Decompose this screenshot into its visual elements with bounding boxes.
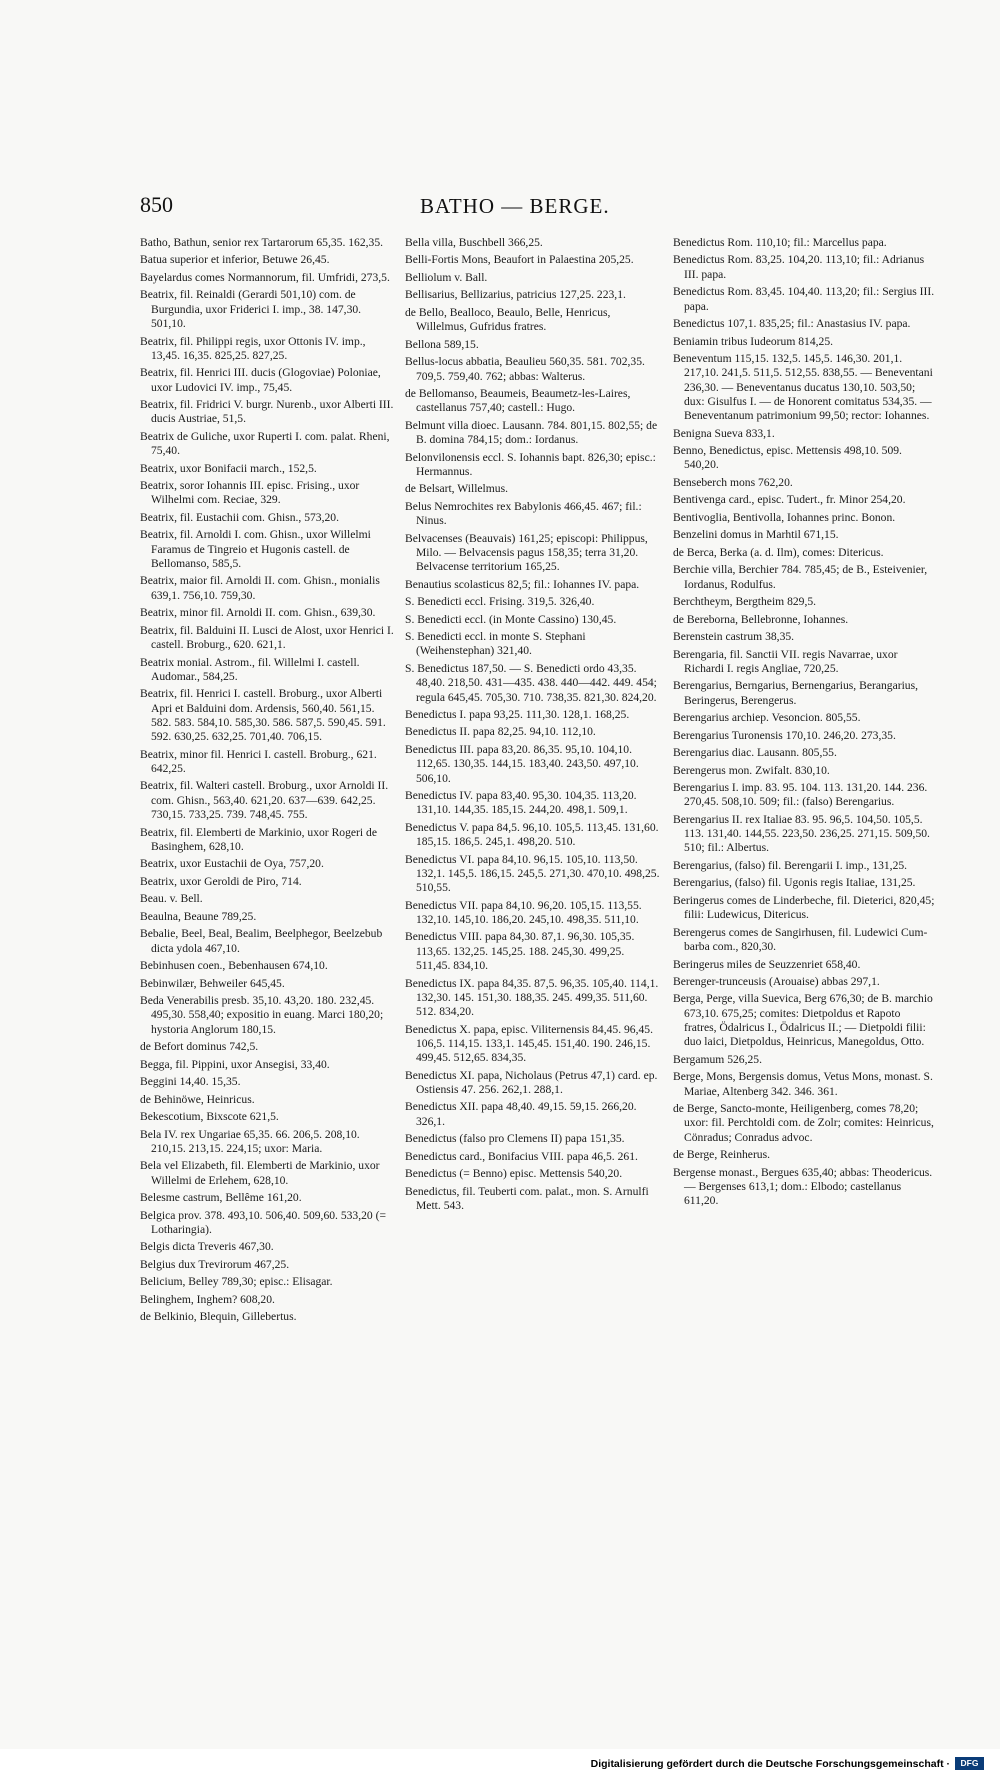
index-entry: Benautius scolasticus 82,5; fil.: Iohannes IV. papa. (405, 577, 640, 591)
index-entry: Benedictus Rom. 110,10; fil.: Marcellus papa. (673, 236, 887, 249)
index-entry: Benedictus II. papa 82,25. 94,10. 112,10. (405, 725, 596, 739)
index-entry: Berenger-trunceusis (Arouaise) abbas 297,1. (673, 974, 880, 988)
footer-bar (0, 1749, 1000, 1778)
index-entry: Benedictus VII. papa 84,10. 96,20. 105,15. 113,55. 132,10. 145,10. 186,20. 245,10. 498,35. 511,10. (405, 898, 642, 926)
index-entry: Beda Venerabilis presb. 35,10. 43,20. 180. 232,45. 495,30. 558,40; expositio in euang. Marci 180,20; hystoria Anglorum 180,15. (140, 994, 384, 1036)
index-entry: Bergense monast., Bergues 635,40; abbas: Theodericus. — Bergenses 613,1; dom.: Elbodo; castellanus 611,20. (673, 1165, 933, 1208)
index-entry: Beatrix, fil. Arnoldi I. com. Ghisn., uxor Willelmi Faramus de Tingreio et Hugonis castell. de Bellomanso, 585,5. (140, 528, 371, 570)
index-column-1 (140, 236, 396, 1328)
index-entry: Beatrix, fil. Fridrici V. burgr. Nurenb., uxor Alberti III. ducis Austriae, 51,5. (140, 398, 394, 426)
index-entry: Beatrix, fil. Philippi regis, uxor Ottonis IV. imp., 13,45. 16,35. 825,25. 827,25. (140, 334, 366, 362)
index-column-3 (673, 236, 935, 1212)
index-entry: Benigna Sueva 833,1. (673, 426, 775, 440)
index-entry: Berengarius, Berngarius, Bernengarius, Berangarius, Beringerus, Berengerus. (673, 679, 919, 707)
index-entry: Belmunt villa dioec. Lausann. 784. 801,15. 802,55; de B. domina 784,15; dom.: Iordanus. (405, 418, 658, 447)
index-entry: Benedictus XII. papa 48,40. 49,15. 59,15. 266,20. 326,1. (405, 1100, 637, 1128)
index-entry: Bentivenga card., episc. Tudert., fr. Minor 254,20. (673, 493, 906, 507)
index-entry: Beatrix, fil. Eustachii com. Ghisn., 573,20. (140, 510, 339, 524)
index-entry: S. Benedicti eccl. in monte S. Stephani (Weihenstephan) 321,40. (405, 630, 586, 658)
index-entry: Benedictus 107,1. 835,25; fil.: Anastasius IV. papa. (673, 317, 911, 331)
index-entry: Belinghem, Inghem? 608,20. (140, 1292, 275, 1306)
index-entry: Bayelardus comes Normannorum, fil. Umfridi, 273,5. (140, 270, 390, 284)
index-entry: Bekescotium, Bixscote 621,5. (140, 1110, 279, 1124)
index-entry: Belus Nemrochites rex Babylonis 466,45. 467; fil.: Ninus. (405, 499, 642, 528)
index-entry: Benedictus IX. papa 84,35. 87,5. 96,35. 105,40. 114,1. 132,30. 145. 151,30. 188,35. 245. 499,35. 511,60. 512. 834,20. (405, 976, 659, 1019)
index-entry: S. Benedicti eccl. Frising. 319,5. 326,40. (405, 595, 595, 609)
index-entry: Berengerus comes de Sangirhusen, fil. Ludewici Cum-barba com., 820,30. (673, 925, 928, 954)
index-entry: S. Benedicti eccl. (in Monte Cassino) 130,45. (405, 612, 617, 626)
index-entry: Berengarius, (falso) fil. Ugonis regis Italiae, 131,25. (673, 876, 916, 890)
index-entry: de Berge, Reinherus. (673, 1148, 771, 1162)
index-entry: Beatrix, fil. Walteri castell. Broburg., uxor Arnoldi II. com. Ghisn., 563,40. 621,20. 637—639. 642,25. 730,15. 733,25. 739. 748,45. 755. (140, 779, 389, 822)
index-entry: Berengarius I. imp. 83. 95. 104. 113. 131,20. 144. 236. 270,45. 508,10. 509; fil.: (falso) Berengarius. (673, 781, 928, 809)
index-entry: Berenstein castrum 38,35. (673, 630, 795, 644)
index-entry: de Berge, Sancto-monte, Heiligenberg, comes 78,20; uxor: fil. Perchtoldi com. de Zolr; comites: Heinricus, Cönradus; Conradus advoc. (673, 1102, 934, 1144)
index-entry: Batua superior et inferior, Betuwe 26,45. (140, 253, 330, 267)
index-entry: Benedictus card., Bonifacius VIII. papa 46,5. 261. (405, 1149, 638, 1163)
index-entry: Benedictus VIII. papa 84,30. 87,1. 96,30. 105,35. 113,65. 132,25. 145,25. 188. 245,30. 499,25. 511,45. 834,10. (405, 930, 635, 973)
index-entry: de Berca, Berka (a. d. Ilm), comes: Ditericus. (673, 545, 884, 559)
index-entry: Benedictus VI. papa 84,10. 96,15. 105,10. 113,50. 132,1. 145,5. 186,15. 245,5. 271,30. 470,10. 498,25. 510,55. (405, 852, 660, 895)
index-entry: Benedictus, fil. Teuberti com. palat., mon. S. Arnulfi Mett. 543. (405, 1184, 649, 1212)
index-entry: Benedictus Rom. 83,45. 104,40. 113,20; fil.: Sergius III. papa. (673, 285, 935, 313)
index-entry: Bella villa, Buschbell 366,25. (405, 236, 543, 249)
footer-credit: Digitalisierung gefördert durch die Deutsche Forschungsgemeinschaft · (590, 1758, 950, 1770)
index-column-2 (405, 236, 661, 1216)
index-entry: Benedictus (= Benno) episc. Mettensis 540,20. (405, 1167, 623, 1181)
index-entry: Beatrix, minor fil. Arnoldi II. com. Ghisn., 639,30. (140, 606, 376, 620)
index-entry: Beatrix, fil. Reinaldi (Gerardi 501,10) com. de Burgundia, uxor Friderici I. imp., 38. 147,30. 501,10. (140, 288, 362, 331)
index-entry: Beatrix, minor fil. Henrici I. castell. Broburg., 621. 642,25. (140, 747, 377, 775)
index-entry: Benzelini domus in Marhtil 671,15. (673, 528, 839, 542)
index-entry: S. Benedictus 187,50. — S. Benedicti ordo 43,35. 48,40. 218,50. 431—435. 438. 440—442. 449. 454; regula 645,45. 705,30. 710. 738,35. 821,30. 824,20. (405, 661, 657, 704)
index-entry: de Belsart, Willelmus. (405, 482, 509, 496)
index-entry: Benedictus (falso pro Clemens II) papa 151,35. (405, 1132, 625, 1146)
index-entry: Bela IV. rex Ungariae 65,35. 66. 206,5. 208,10. 210,15. 213,15. 224,15; uxor: Maria. (140, 1127, 360, 1155)
index-entry: de Behinöwe, Heinricus. (140, 1092, 255, 1106)
index-entry: Beatrix, fil. Balduini II. Lusci de Alost, uxor Henrici I. castell. Broburg., 620. 621,1. (140, 623, 394, 652)
index-entry: Beneventum 115,15. 132,5. 145,5. 146,30. 201,1. 217,10. 241,5. 511,5. 512,55. 838,55. — Beneventani 236,30. — Beneventanus ducatus 130,10. 503,50; dux: Gisulfus I. — de Honorent comitatus 534,35. — Beneventanum patrimonium 99,50; rector: Iohannes. (673, 352, 933, 423)
index-entry: Benseberch mons 762,20. (673, 475, 793, 489)
index-entry: de Bereborna, Bellebronne, Iohannes. (673, 612, 849, 626)
index-entry: Beatrix, uxor Eustachii de Oya, 757,20. (140, 857, 324, 871)
index-entry: Bellus-locus abbatia, Beaulieu 560,35. 581. 702,35. 709,5. 759,40. 762; abbas: Walterus. (405, 355, 645, 383)
page-number: 850 (140, 192, 173, 217)
index-entry: Berengarius Turonensis 170,10. 246,20. 273,35. (673, 728, 896, 742)
index-entry: Beatrix monial. Astrom., fil. Willelmi I. castell. Audomar., 584,25. (140, 655, 360, 683)
index-entry: Berchtheym, Bergtheim 829,5. (673, 595, 817, 609)
index-entry: Beggini 14,40. 15,35. (140, 1075, 241, 1089)
index-entry: Berengerus mon. Zwifalt. 830,10. (673, 763, 830, 777)
index-entry: Beatrix de Guliche, uxor Ruperti I. com. palat. Rheni, 75,40. (140, 429, 390, 458)
index-entry: Benedictus X. papa, episc. Viliternensis 84,45. 96,45. 106,5. 114,15. 133,1. 145,45. 151,40. 190. 246,15. 499,45. 512,65. 834,35. (405, 1022, 653, 1065)
index-entry: Berengarius diac. Lausann. 805,55. (673, 746, 837, 760)
index-entry: Benedictus I. papa 93,25. 111,30. 128,1. 168,25. (405, 707, 630, 721)
running-head: BATHO — BERGE. (420, 194, 610, 218)
index-entry: Beaulna, Beaune 789,25. (140, 909, 257, 923)
index-entry: de Bello, Bealloco, Beaulo, Belle, Henricus, Willelmus, Gufridus fratres. (405, 305, 611, 334)
index-entry: Berga, Perge, villa Suevica, Berg 676,30; de B. marchio 673,10. 675,25; comites: Dietpoldus et Rapoto fratres, Ödalricus I., Ödalricus II.; — Dietpoldi filii: duo laici, Dietpoldus, Heinricus, Manegoldus, Otto. (673, 992, 933, 1049)
index-entry: Beatrix, fil. Henrici III. ducis (Glogoviae) Poloniae, uxor Ludovici IV. imp., 75,45. (140, 366, 381, 394)
index-entry: Bebalie, Beel, Beal, Bealim, Beelphegor, Beelzebub dicta ydola 467,10. (140, 927, 383, 955)
index-entry: Bergamum 526,25. (673, 1052, 762, 1066)
index-entry: Bela vel Elizabeth, fil. Elemberti de Markinio, uxor Willelmi de Erlehem, 628,10. (140, 1159, 380, 1187)
index-entry: Bebinwilær, Behweiler 645,45. (140, 976, 285, 990)
index-entry: Berengarius II. rex Italiae 83. 95. 96,5. 104,50. 105,5. 113. 131,40. 144,55. 223,50. 236,25. 271,15. 509,50. 510; fil.: Albertus. (673, 812, 930, 855)
dfg-logo: DFG (955, 1757, 984, 1770)
index-entry: Beatrix, soror Iohannis III. episc. Frising., uxor Wilhelmi com. Reciae, 329. (140, 479, 360, 507)
index-entry: Berchie villa, Berchier 784. 785,45; de B., Esteivenier, Iordanus, Rodulfus. (673, 563, 928, 591)
index-entry: Benno, Benedictus, episc. Mettensis 498,10. 509. 540,20. (673, 444, 902, 472)
index-entry: Belli-Fortis Mons, Beaufort in Palaestina 205,25. (405, 253, 634, 267)
index-entry: Bebinhusen coen., Bebenhausen 674,10. (140, 959, 328, 973)
index-entry: Beatrix, maior fil. Arnoldi II. com. Ghisn., monialis 639,1. 756,10. 759,30. (140, 574, 380, 602)
index-entry: Belgis dicta Treveris 467,30. (140, 1240, 274, 1254)
index-entry: Beringerus comes de Linderbeche, fil. Dieterici, 820,45; filii: Ludewicus, Ditericus. (673, 893, 935, 922)
index-entry: Benedictus XI. papa, Nicholaus (Petrus 47,1) card. ep. Ostiensis 47. 256. 262,1. 288,1. (405, 1068, 658, 1096)
index-entry: Bentivoglia, Bentivolla, Iohannes princ. Bonon. (673, 510, 896, 524)
index-entry: Bellisarius, Bellizarius, patricius 127,25. 223,1. (405, 288, 626, 302)
index-entry: Begga, fil. Pippini, uxor Ansegisi, 33,40. (140, 1057, 330, 1071)
index-entry: Beringerus miles de Seuzzenriet 658,40. (673, 957, 861, 971)
index-entry: Berengarius archiep. Vesoncion. 805,55. (673, 711, 861, 725)
index-entry: Belvacenses (Beauvais) 161,25; episcopi: Philippus, Milo. — Belvacensis pagus 158,35; terra 31,20. Belvacense territorium 165,25. (405, 531, 648, 574)
index-entry: Berengaria, fil. Sanctii VII. regis Navarrae, uxor Richardi I. regis Angliae, 720,25. (673, 647, 898, 675)
index-entry: Belonvilonensis eccl. S. Iohannis bapt. 826,30; episc.: Hermannus. (405, 450, 656, 478)
index-entry: Benedictus Rom. 83,25. 104,20. 113,10; fil.: Adrianus III. papa. (673, 253, 925, 281)
index-entry: Beau. v. Bell. (140, 892, 203, 906)
index-entry: Beatrix, fil. Henrici I. castell. Broburg., uxor Alberti Apri et Balduini dom. Ardensis, 560,40. 561,15. 582. 583. 584,10. 585,30. 586. 587,5. 590,45. 591. 592. 630,25. 632,25. 701,40. 706,15. (140, 687, 386, 744)
index-entry: Belicium, Belley 789,30; episc.: Elisagar. (140, 1275, 333, 1289)
index-entry: de Belkinio, Blequin, Gillebertus. (140, 1310, 297, 1324)
index-entry: Belliolum v. Ball. (405, 270, 488, 284)
index-entry: Benedictus V. papa 84,5. 96,10. 105,5. 113,45. 131,60. 185,15. 186,5. 245,1. 498,20. 510. (405, 820, 659, 849)
index-entry: Belgius dux Trevirorum 467,25. (140, 1257, 290, 1271)
index-entry: Berge, Mons, Bergensis domus, Vetus Mons, monast. S. Mariae, Altenberg 342. 346. 361. (673, 1070, 933, 1098)
index-entry: Batho, Bathun, senior rex Tartarorum 65,35. 162,35. (140, 236, 384, 249)
index-entry: de Bellomanso, Beaumeis, Beaumetz-les-Laires, castellanus 757,40; castell.: Hugo. (405, 386, 631, 415)
index-entry: Beatrix, fil. Elemberti de Markinio, uxor Rogeri de Basinghem, 628,10. (140, 825, 377, 853)
index-entry: Benedictus IV. papa 83,40. 95,30. 104,35. 113,20. 131,10. 144,35. 185,15. 244,20. 498,1. 509,1. (405, 789, 637, 817)
index-entry: Beatrix, uxor Bonifacii march., 152,5. (140, 461, 317, 475)
index-entry: Bellona 589,15. (405, 337, 479, 351)
index-entry: Belesme castrum, Bellême 161,20. (140, 1191, 302, 1205)
index-entry: Berengarius, (falso) fil. Berengarii I. imp., 131,25. (673, 858, 908, 872)
index-entry: Beniamin tribus Iudeorum 814,25. (673, 334, 834, 348)
index-entry: Belgica prov. 378. 493,10. 506,40. 509,60. 533,20 (= Lotharingia). (140, 1208, 387, 1236)
index-entry: Beatrix, uxor Geroldi de Piro, 714. (140, 874, 302, 888)
index-entry: de Befort dominus 742,5. (140, 1040, 259, 1054)
index-entry: Benedictus III. papa 83,20. 86,35. 95,10. 104,10. 112,65. 130,35. 144,15. 183,40. 243,50. 497,10. 506,10. (405, 742, 639, 785)
